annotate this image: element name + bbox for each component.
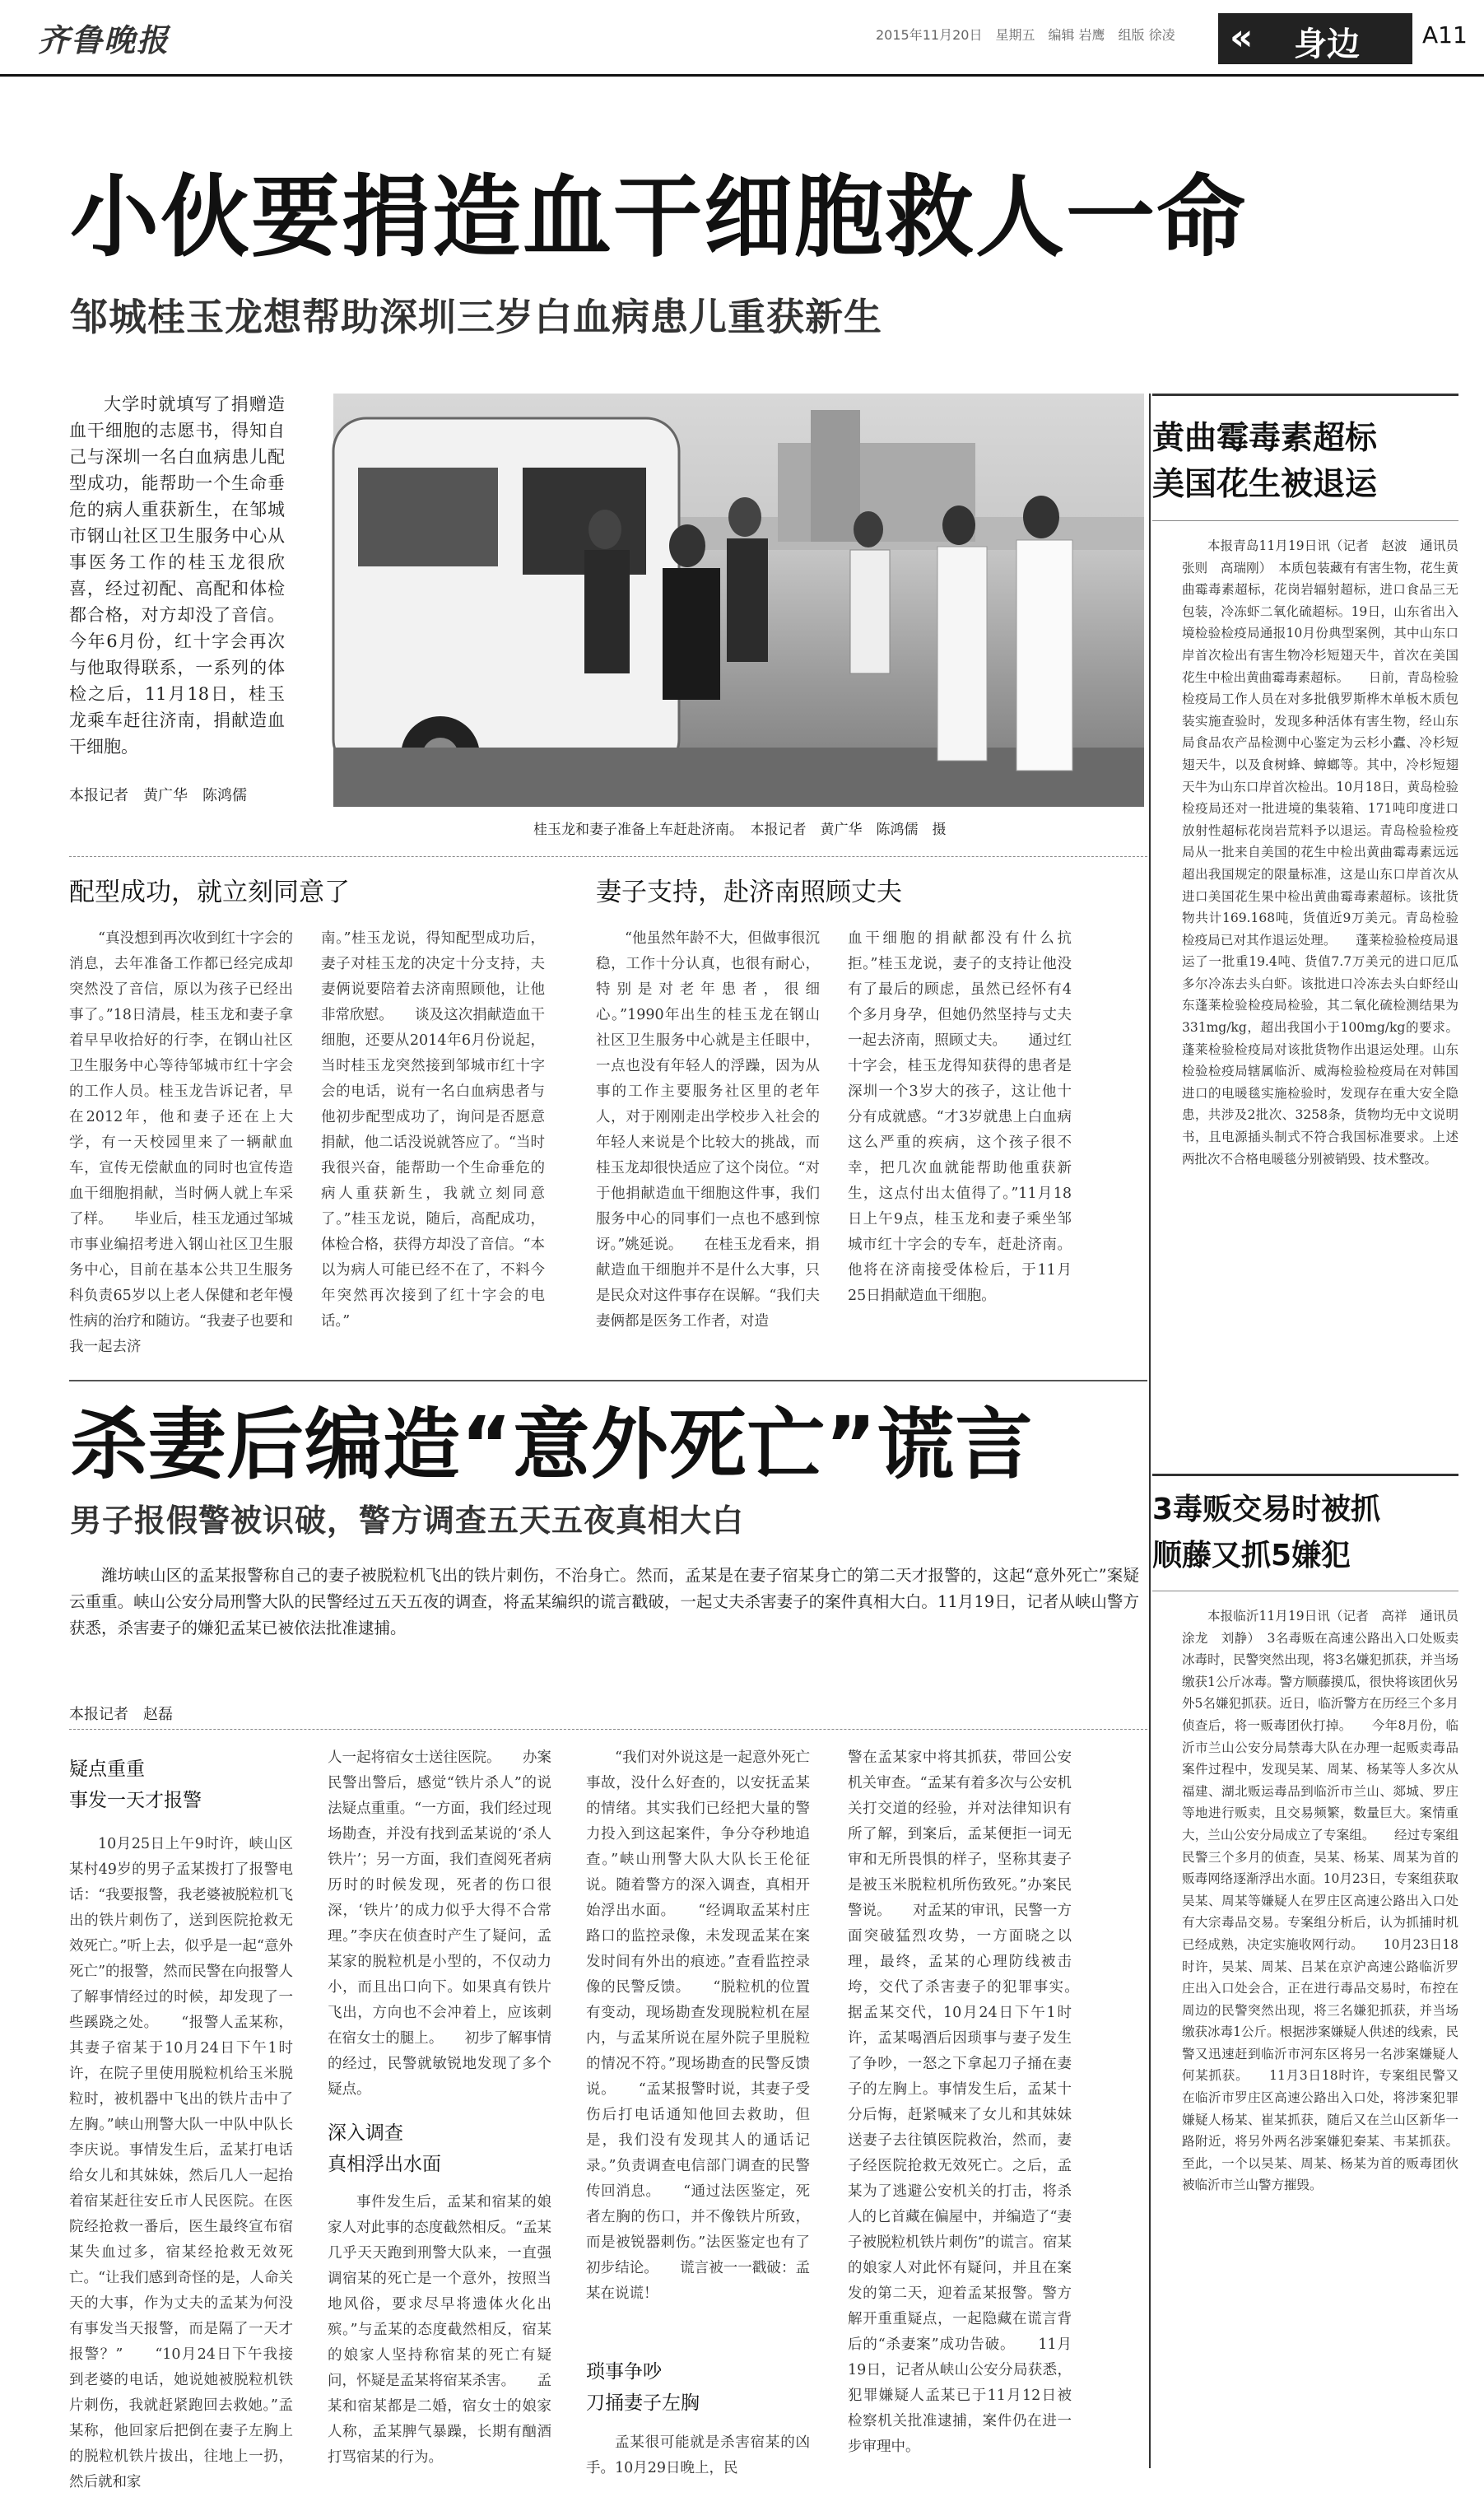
- page-number: A11: [1422, 21, 1468, 49]
- story2-headline: 杀妻后编造“意外死亡”谎言: [70, 1400, 1034, 1490]
- story1-lead: [69, 391, 285, 757]
- section-name: 身边: [1294, 26, 1360, 63]
- story2-sub1-line2: 事发一天才报警: [69, 1790, 202, 1811]
- story2-col2b-text: 事件发生后，孟某和宿某的娘家人对此事的态度截然相反。“孟某几乎天天跑到刑警大队来，一直强调宿某的死亡是一个意外，按照当地风俗，要求尽早将遗体火化出殡。”与孟某的态度截然相反，宿某的娘家人坚持称宿某的死亡有疑问，怀疑是孟某将宿某杀害。 孟某和宿某都是二婚，宿女士的娘家人称，孟某脾气暴躁，长期有酗酒打骂宿某的行为。: [328, 2194, 551, 2466]
- story1-divider: [69, 856, 1147, 857]
- story2-subheadline: 男子报假警被识破，警方调查五天五夜真相大白: [70, 1502, 745, 1539]
- story2-lead: [69, 1563, 1139, 1642]
- chevron-left-icon: «: [1230, 16, 1254, 58]
- story2-sub2-line1: 深入调查: [328, 2122, 403, 2144]
- story1-section2-col2-text: 血干细胞的捐献都没有什么抗拒。”桂玉龙说，妻子的支持让他没有了最后的顾虑，虽然已经怀有4个多月身孕，但她仍然坚持与丈夫一起去济南，照顾丈夫。 通过红十字会，桂玉龙得知获得的患者是深圳一个3岁大的孩子，这让他十分有成就感。“才3岁就患上白血病这么严重的疾病，这个孩子很不幸，把几次血就能帮助他重获新生，这点付出太值得了。”11月18日上午9点，桂玉龙和妻子乘坐邹城市红十字会的专车，赶赴济南。他将在济南接受体检后，于11月25日捐献造血干细胞。: [848, 930, 1072, 1304]
- sidebar1-top-rule: [1152, 394, 1458, 396]
- story2-top-rule: [69, 1380, 1147, 1381]
- sidebar2-top-rule: [1152, 1474, 1458, 1476]
- sidebar2-body: [1182, 1605, 1472, 2478]
- story2-col2b: [328, 2190, 551, 2482]
- story2-col4-text: 警在孟某家中将其抓获，带回公安机关审查。“孟某有着多次与公安机关打交道的经验，并对法律知识有所了解，到案后，孟某便拒一词无审和无所畏惧的样子，坚称其妻子是被玉米脱粒机所伤致死。”办案民警说。 对孟某的审讯，民警一方面突破猛烈攻势，一方面晓之以理，最终，孟某的心理防线被击垮，交代了杀害妻子的犯罪事实。 据孟某交代，10月24日下午1时许，孟某喝酒后因琐事与妻子发生了争吵，一怒之下拿起刀子捅在妻子的左胸上。事情发生后，孟某十分后悔，赶紧喊来了女儿和其妹妹送妻子去往镇医院救治，然而，妻子经医院抢救无效死亡。之后，孟某为了逃避公安机关的打击，将杀人的匕首藏在偏屋中，并编造了“妻子被脱粒机铁片刺伤”的谎言。宿某的娘家人对此怀有疑问，并且在案发的第二天，迎着孟某报警。警方解开重重疑点，一起隐藏在谎言背后的“杀妻案”成功告破。 11月19日，记者从峡山公安分局获悉，犯罪嫌疑人孟某已于11月12日被检察机关批准逮捕，案件仍在进一步审理中。: [848, 1749, 1100, 2455]
- story2-sub1-line1: 疑点重重: [69, 1759, 145, 1780]
- sidebar2-body-text: 本报临沂11月19日讯（记者 高祥 通讯员 涂龙 刘静） 3名毒贩在高速公路出入口处贩卖冰毒时，民警突然出现，将3名嫌犯抓获，并当场缴获1公斤冰毒。警方顺藤摸瓜，很快将该团伙另外5名嫌犯抓获。近日，临沂警方在历经三个多月侦查后，将一贩毒团伙打掉。 今年8月份，临沂市兰山公安分局禁毒大队在办理一起贩卖毒品案件过程中，发现吴某、周某、杨某等人多次从福建、湖北贩运毒品到临沂市兰山、郯城、罗庄等地进行贩卖，且交易频繁，数量巨大。案情重大，兰山公安分局成立了专案组。 经过专案组民警三个多月的侦查，吴某、杨某、周某为首的贩毒网络逐渐浮出水面。10月23日，专案组获取吴某、周某等嫌疑人在罗庄区高速公路出入口处有大宗毒品交易。专案组分析后，认为抓捕时机已经成熟，决定实施收网行动。 10月23日18时许，吴某、周某、吕某在京沪高速公路临沂罗庄出入口处会合，正在进行毒品交易时，布控在周边的民警突然出现，将三名嫌犯抓获，并当场缴获冰毒1公斤。根据涉案嫌疑人供述的线索，民警又迅速赶到临沂市河东区将另一名涉案嫌疑人何某抓获。 11月3日18时许，专案组民警又在临沂市罗庄区高速公路出入口处，将涉案犯罪嫌疑人杨某、崔某抓获，随后又在兰山区新华一路附近，将另外两名涉案嫌犯秦某、韦某抓获。至此，一个以吴某、周某、杨某为首的贩毒团伙被临沂市兰山警方摧毁。: [1182, 1609, 1472, 2193]
- sidebar2-headline: 3毒贩交易时被抓 顺藤又抓5嫌犯: [1152, 1493, 1381, 1572]
- story1-subheadline: 邹城桂玉龙想帮助深圳三岁白血病患儿重获新生: [70, 295, 882, 339]
- story2-sub3-line1: 琐事争吵: [586, 2361, 662, 2383]
- sidebar1-rule: [1152, 520, 1458, 521]
- story1-section1-col2-text: 南。”桂玉龙说，得知配型成功后，妻子对桂玉龙的决定十分支持，夫妻俩说要陪着去济南照顾他，让他非常欣慰。 谈及这次捐献造血干细胞，还要从2014年6月份说起，当时桂玉龙突然接到邹城市红十字会的电话，说有一名白血病患者与他初步配型成功了，询问是否愿意捐献，他二话没说就答应了。“当时我很兴奋，能帮助一个生命垂危的病人重获新生，我就立刻同意了。”桂玉龙说，随后，高配成功，体检合格，获得方却没了音信。“本以为病人可能已经不在了，不料今年突然再次接到了红十字会的电话。”: [321, 930, 545, 1330]
- story2-sub2-line2: 真相浮出水面: [328, 2154, 441, 2175]
- story2-sub2-title: [328, 2117, 441, 2180]
- story2-col3: [586, 1745, 810, 2355]
- story2-lead-text: 潍坊峡山区的孟某报警称自己的妻子被脱粒机飞出的铁片刺伤，不治身亡。然而，孟某是在妻子宿某身亡的第二天才报警的，这起“意外死亡”案疑云重重。峡山公安分局刑警大队的民警经过五天五夜的调查，将孟某编织的谎言戳破，一起丈夫杀害妻子的案件真相大白。11月19日，记者从峡山警方获悉，杀害妻子的嫌犯孟某已被依法批准逮捕。: [69, 1566, 1139, 1638]
- story2-col4: [848, 1745, 1100, 2482]
- story1-section2-col1-text: “他虽然年龄不大，但做事很沉稳，工作十分认真，也很有耐心，特别是对老年患者，很细心。”1990年出生的桂玉龙在钢山社区卫生服务中心就是主任眼中，一点也没有年轻人的浮躁，因为从事的工作主要服务社区里的老年人，对于刚刚走出学校步入社会的年轻人来说是个比较大的挑战，而桂玉龙却很快适应了这个岗位。“对于他捐献造血干细胞这件事，我们服务中心的同事们一点也不感到惊讶。”姚延说。 在桂玉龙看来，捐献造血干细胞并不是什么大事，只是民众对这件事存在误解。“我们夫妻俩都是医务工作者，对造: [596, 930, 820, 1330]
- story2-col2a: [328, 1745, 551, 2112]
- story2-col3-text: “我们对外说这是一起意外死亡事故，没什么好查的，以安抚孟某的情绪。其实我们已经把大量的警力投入到这起案件，争分夺秒地追查。”峡山刑警大队大队长王伦征说。随着警方的深入调查，真相开始浮出水面。 “经调取孟某村庄路口的监控录像，未发现孟某在案发时间有外出的痕迹。”查看监控录像的民警反馈。 “脱粒机的位置有变动，现场勘查发现脱粒机在屋内，与孟某所说在屋外院子里脱粒的情况不符。”现场勘查的民警反馈说。 “孟某报警时说，其妻子受伤后打电话通知他回去救助，但是，我们没有发现其人的通话记录。”负责调查电信部门调查的民警传回消息。 “通过法医鉴定，死者左胸的伤口，并不像铁片所致，而是被锐器刺伤。”法医鉴定也有了初步结论。 谎言被一一戳破：孟某在说谎！: [586, 1749, 810, 2302]
- story2-byline: 本报记者 赵磊: [69, 1706, 173, 1723]
- sidebar-divider: [1149, 394, 1151, 2468]
- story2-col2a-text: 人一起将宿女士送往医院。 办案民警出警后，感觉“铁片杀人”的说法疑点重重。“一方面，我们经过现场勘查，并没有找到孟某说的‘杀人铁片’；另一方面，我们查阅死者病历时的时候发现，死者的伤口很深，‘铁片’的成力似乎大得不合常理。”李庆在侦查时产生了疑问，孟某家的脱粒机是小型的，不仅动力小，而且出口向下。如果真有铁片飞出，方向也不会冲着上，应该刺在宿女士的腿上。 初步了解事情的经过，民警就敏锐地发现了多个疑点。: [328, 1749, 551, 2098]
- story1-section1-col1-text: “真没想到再次收到红十字会的消息，去年准备工作都已经完成却突然没了音信，原以为孩子已经出事了。”18日清晨，桂玉龙和妻子拿着早早收拾好的行李，在钢山社区卫生服务中心等待邹城市红十字会的工作人员。桂玉龙告诉记者，早在2012年，他和妻子还在上大学，有一天校园里来了一辆献血车，宣传无偿献血的同时也宣传造血干细胞捐献，当时俩人就上车采了样。 毕业后，桂玉龙通过邹城市事业编招考进入钢山社区卫生服务中心，目前在基本公共卫生服务科负责65岁以上老人保健和老年慢性病的治疗和随访。“我妻子也要和我一起去济: [69, 930, 293, 1355]
- story2-col3b: [586, 2430, 810, 2483]
- story2-col3b-text: 孟某很可能就是杀害宿某的凶手。10月29日晚上，民: [586, 2434, 810, 2476]
- sidebar1-body: [1182, 535, 1472, 1597]
- story2-sub3-line2: 刀捅妻子左胸: [586, 2392, 700, 2414]
- section-tab: [1218, 13, 1412, 64]
- story1-section1-title: 配型成功，就立刻同意了: [69, 878, 350, 907]
- story1-photo: [333, 394, 1144, 807]
- story2-divider: [69, 1729, 1147, 1730]
- story1-section2-title: 妻子支持，赴济南照顾丈夫: [596, 878, 902, 907]
- photo-illustration: [333, 394, 1144, 807]
- page-header: [0, 0, 1484, 76]
- sidebar1-headline: 黄曲霉毒素超标 美国花生被退运: [1152, 420, 1378, 503]
- story2-col1: [69, 1832, 293, 2490]
- masthead-logo: 齐鲁晚报: [38, 21, 170, 58]
- header-rule: [0, 74, 1484, 77]
- story2-sub3-title: [586, 2356, 700, 2419]
- photo-caption: 桂玉龙和妻子准备上车赶赴济南。 本报记者 黄广华 陈鸿儒 摄: [533, 822, 947, 838]
- story1-headline: 小伙要捐造血干细胞救人一命: [70, 166, 1248, 269]
- sidebar1-body-text: 本报青岛11月19日讯（记者 赵波 通讯员 张则 高瑞刚） 本质包装藏有有害生物，花生黄曲霉毒素超标，花岗岩辐射超标，进口食品三无包装，冷冻虾二氧化硫超标。19日，山东省出入境检验检疫局通报10月份典型案例，其中山东口岸首次检出有害生物冷杉短翅天牛，首次在美国花生中检出黄曲霉毒素超标。 日前，青岛检验检疫局工作人员在对多批俄罗斯桦木单板木质包装实施查验时，发现多种活体有害生物，经山东局食品农产品检测中心鉴定为云杉小蠹、冷杉短翅天牛，以及食树蜂、蟑螂等。其中，冷杉短翅天牛为山东口岸首次检出。10月18日，黄岛检验检疫局还对一批进境的集装箱、171吨印度进口放射性超标花岗岩荒料予以退运。青岛检验检疫局从一批来自美国的花生中检出黄曲霉毒素远远超出我国规定的限量标准，这是山东口岸首次从进口美国花生果中检出黄曲霉毒素超标。该批货物共计169.168吨，货值近9万美元。青岛检验检疫局已对其作退运处理。 蓬莱检验检疫局退运了一批重19.4吨、货值7.7万美元的进口厄瓜多尔冷冻去头白虾。该批进口冷冻去头白虾经山东蓬莱检验检疫局检验，其二氧化硫检测结果为331mg/kg，超出我国小于100mg/kg的要求。蓬莱检验检疫局对该批货物作出退运处理。山东检验检疫局辖属临沂、威海检验检疫局在对韩国进口的电暖毯实施检验时，发现存在重大安全隐患，共涉及2批次、3258条，货物均无中文说明书，且电源插头制式不符合我国标准要求。上述两批次不合格电暖毯分别被销毁、技术整改。: [1182, 538, 1472, 1167]
- story2-col1-text: 10月25日上午9时许，峡山区某村49岁的男子孟某拨打了报警电话：“我要报警，我老婆被脱粒机飞出的铁片刺伤了，送到医院抢救无效死亡。”听上去，似乎是一起“意外死亡”的报警，然而民警在向报警人了解事情经过的时候，却发现了一些蹊跷之处。 “报警人孟某称，其妻子宿某于10月24日下午1时许，在院子里使用脱粒机给玉米脱粒时，被机器中飞出的铁片击中了左胸。”峡山刑警大队一中队中队长李庆说。事情发生后，孟某打电话给女儿和其妹妹，然后几人一起抬着宿某赶往安丘市人民医院。在医院经抢救一番后，医生最终宣布宿某失血过多，宿某经抢救无效死亡。“让我们感到奇怪的是，人命关天的大事，作为丈夫的孟某为何没有事发当天报警，而是隔了一天才报警？” “10月24日下午我接到老婆的电话，她说她被脱粒机铁片刺伤，我就赶紧跑回去救她。”孟某称，他回家后把倒在妻子左胸上的脱粒机铁片拔出，往地上一扔，然后就和家: [69, 1836, 293, 2490]
- story1-lead-text: 大学时就填写了捐赠造血干细胞的志愿书，得知自己与深圳一名白血病患儿配型成功，能帮助一个生命垂危的病人重获新生，在邹城市钢山社区卫生服务中心从事医务工作的桂玉龙很欣喜，经过初配、高配和体检都合格，对方却没了音信。今年6月份，红十字会再次与他取得联系，一系列的体检之后，11月18日，桂玉龙乘车赶往济南，捐献造血干细胞。: [69, 394, 285, 757]
- story2-sub1-title: [69, 1754, 202, 1816]
- story1-byline: 本报记者 黄广华 陈鸿儒: [69, 787, 247, 804]
- header-meta: 2015年11月20日 星期五 编辑 岩鹰 组版 徐凌: [876, 27, 1175, 43]
